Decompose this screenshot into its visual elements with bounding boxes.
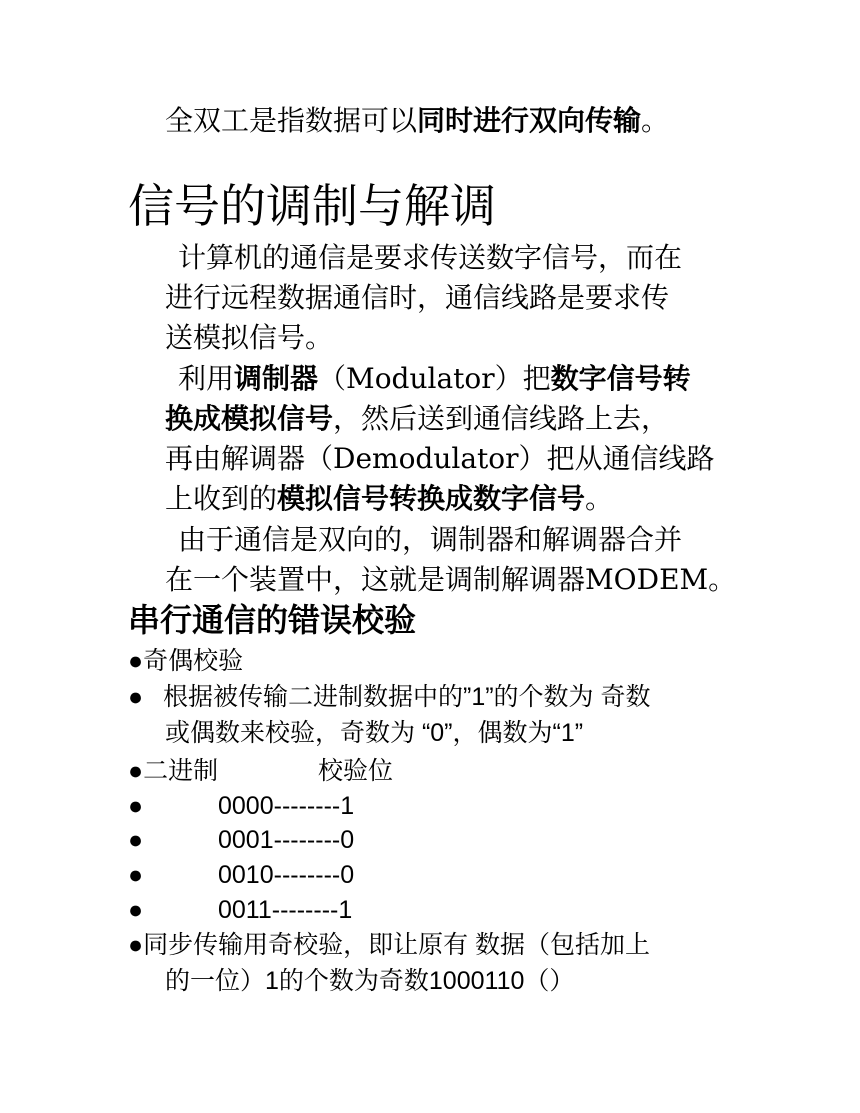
text-run: ，然后送到通信线路上去， bbox=[333, 402, 670, 435]
bold-text-run: 模拟信号转换成数字信号 bbox=[277, 483, 586, 514]
parity-row: 0011--------1 bbox=[218, 896, 353, 924]
column-label-parity: 校验位 bbox=[318, 757, 394, 785]
text-run: 。 bbox=[641, 104, 670, 137]
list-item bbox=[128, 928, 650, 962]
paragraph-line bbox=[178, 359, 691, 399]
paragraph-line: 计算机的通信是要求传送数字信号，而在 bbox=[178, 241, 683, 274]
bullet-icon: ● bbox=[128, 792, 144, 820]
bullet-icon: ● bbox=[128, 896, 144, 924]
text-run: （Modulator）把 bbox=[318, 362, 551, 395]
list-item bbox=[128, 644, 243, 678]
bullet-icon: ● bbox=[128, 683, 144, 711]
paragraph-line: 由于通信是双向的，调制器和解调器合并 bbox=[178, 523, 683, 556]
paragraph-line: 进行远程数据通信时，通信线路是要求传 bbox=[165, 281, 670, 314]
bold-text-run: 数字信号转 bbox=[550, 363, 691, 394]
paragraph-line: 在一个装置中，这就是调制解调器MODEM。 bbox=[165, 563, 737, 596]
list-item-text: 同步传输用奇校验，即让原有 数据（包括加上 bbox=[143, 931, 651, 959]
section-heading-error-check: 串行通信的错误校验 bbox=[128, 602, 417, 638]
bold-text-run: 同时进行双向传输 bbox=[417, 105, 642, 136]
bold-text-run: 调制器 bbox=[234, 363, 319, 394]
bullet-icon: ● bbox=[128, 861, 144, 889]
paragraph-line bbox=[165, 399, 669, 439]
full-duplex-line bbox=[165, 101, 669, 141]
paragraph-line: 再由解调器（Demodulator）把从通信线路 bbox=[165, 442, 715, 475]
parity-row: 0000--------1 bbox=[218, 792, 355, 820]
list-item-text: 的一位）1的个数为奇数1000110（） bbox=[165, 967, 575, 995]
text-run: 全双工是指数据可以 bbox=[165, 104, 418, 137]
bullet-icon: ● bbox=[128, 647, 144, 675]
parity-row: 0001--------0 bbox=[218, 826, 355, 854]
parity-row: 0010--------0 bbox=[218, 861, 355, 889]
bullet-icon: ● bbox=[128, 826, 144, 854]
list-item-text: 或偶数来校验，奇数为 “0”，偶数为“1” bbox=[165, 719, 584, 747]
paragraph-line: 送模拟信号。 bbox=[165, 321, 334, 354]
text-run: 利用 bbox=[178, 362, 235, 395]
list-item-text: 奇偶校验 bbox=[143, 647, 244, 675]
section-heading-modulation: 信号的调制与解调 bbox=[128, 179, 496, 233]
column-label-binary: 二进制 bbox=[143, 757, 219, 785]
paragraph-line bbox=[165, 479, 613, 519]
bullet-icon: ● bbox=[128, 757, 144, 785]
text-run: 。 bbox=[585, 482, 614, 515]
bullet-icon: ● bbox=[128, 931, 144, 959]
list-item-text: 根据被传输二进制数据中的”1”的个数为 奇数 bbox=[163, 683, 651, 711]
text-run: 上收到的 bbox=[165, 482, 278, 515]
bold-text-run: 换成模拟信号 bbox=[165, 403, 334, 434]
list-item bbox=[128, 680, 143, 714]
list-item bbox=[128, 754, 218, 788]
